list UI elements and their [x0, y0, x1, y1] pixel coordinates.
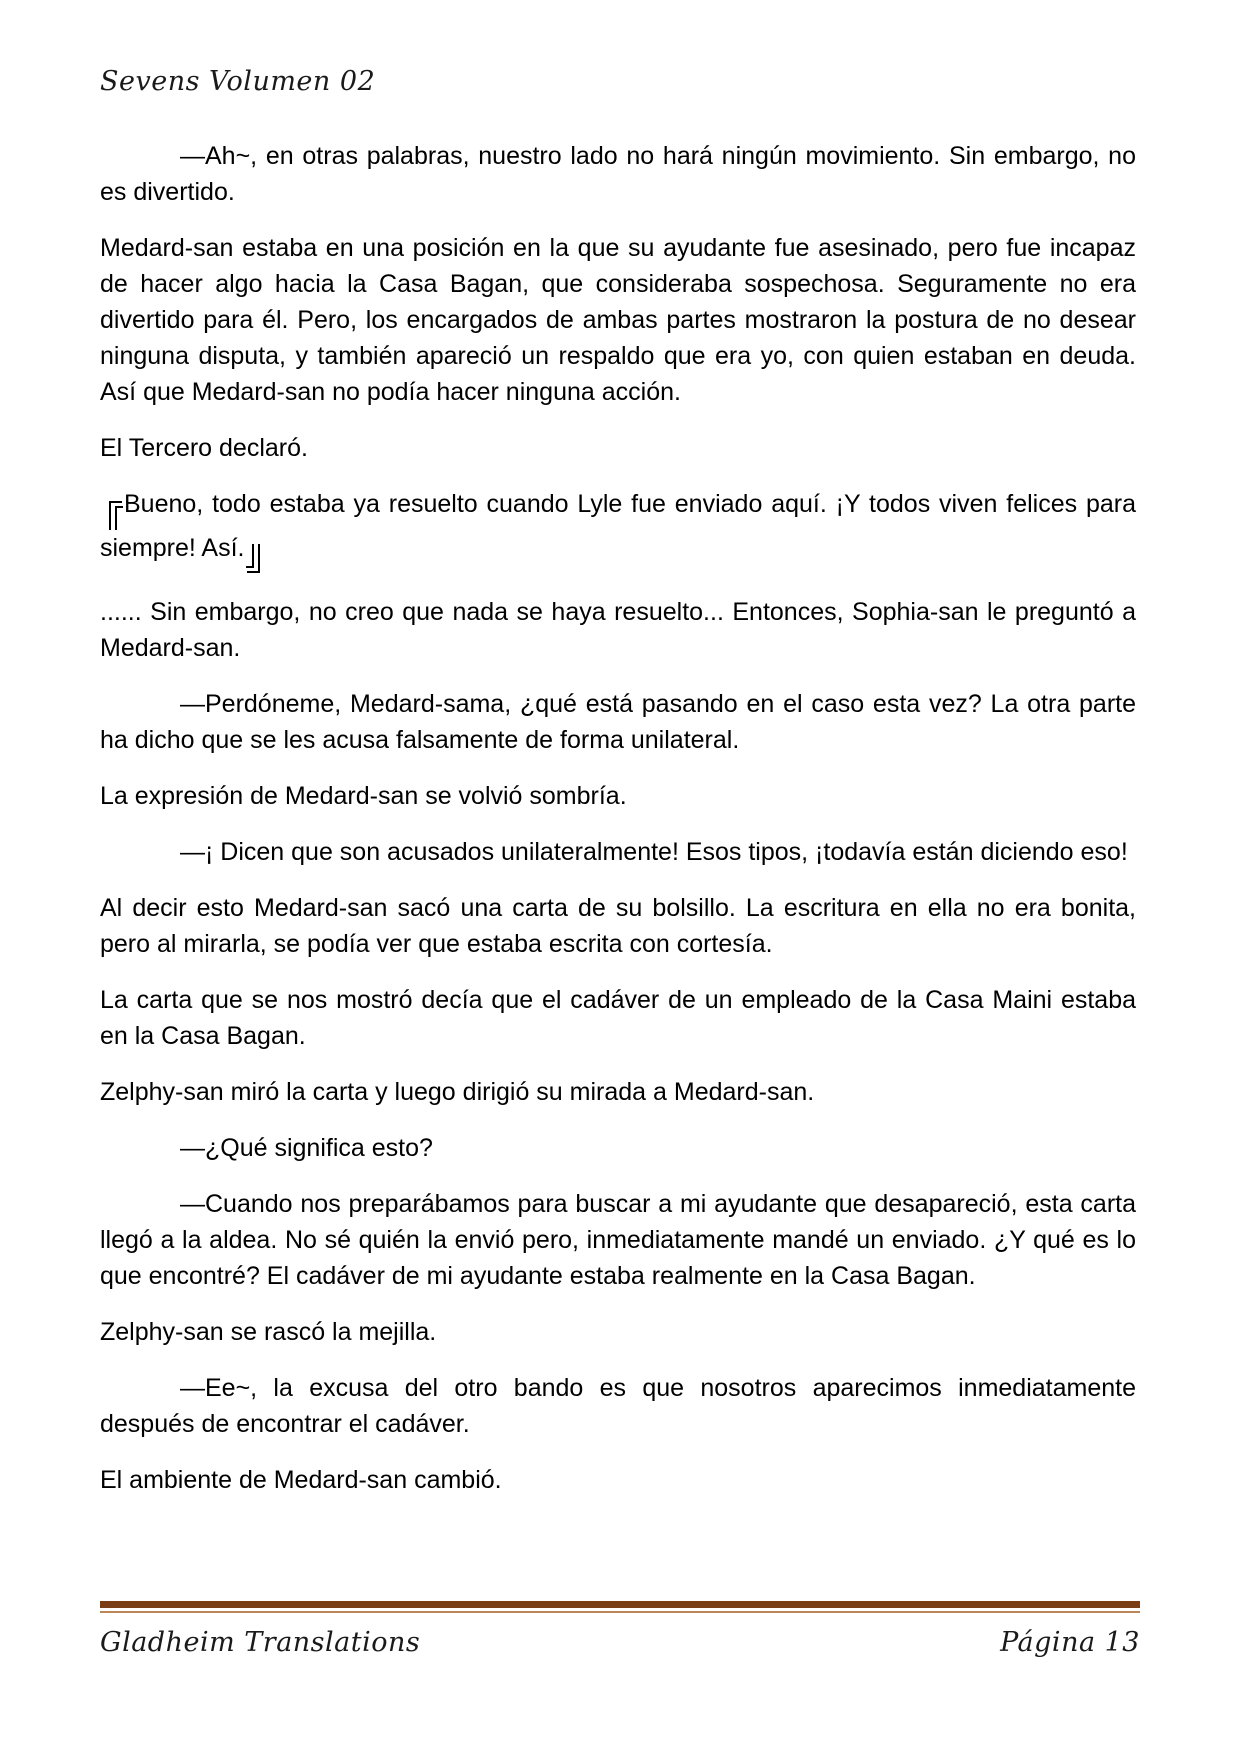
- paragraph: [100, 1314, 1136, 1350]
- footer-page-number: Página 13: [1000, 1627, 1140, 1658]
- footer-translator-credit: Gladheim Translations: [100, 1627, 421, 1658]
- dialogue-paragraph: [100, 686, 1136, 758]
- paragraph: [100, 778, 1136, 814]
- paragraph: [100, 230, 1136, 410]
- paragraph-text: Zelphy-san miró la carta y luego dirigió su mirada a Medard-san.: [100, 1078, 815, 1106]
- page-footer: [100, 1601, 1140, 1658]
- paragraph-text: —Ee~, la excusa del otro bando es que nosotros aparecimos inmediatamente después de encontrar el cadáver.: [100, 1374, 1136, 1438]
- page-body: [100, 138, 1136, 1518]
- paragraph: [100, 890, 1136, 962]
- footer-rule: [100, 1601, 1140, 1613]
- paragraph-text: Bueno, todo estaba ya resuelto cuando Lyle fue enviado aquí. ¡Y todos viven felices para siempre! Así.: [100, 490, 1136, 562]
- paragraph-text: La carta que se nos mostró decía que el cadáver de un empleado de la Casa Maini estaba en la Casa Bagan.: [100, 986, 1136, 1050]
- paragraph-text: —Ah~, en otras palabras, nuestro lado no hará ningún movimiento. Sin embargo, no es divertido.: [100, 142, 1136, 206]
- header-title: Sevens Volumen 02: [100, 66, 376, 97]
- corner-bracket-open-icon: [108, 500, 124, 530]
- paragraph: [100, 594, 1136, 666]
- dialogue-paragraph: [100, 138, 1136, 210]
- paragraph-text: Al decir esto Medard-san sacó una carta de su bolsillo. La escritura en ella no era bonita, pero al mirarla, se podía ver que estaba escrita con cortesía.: [100, 894, 1136, 958]
- dialogue-paragraph: [100, 1130, 1136, 1166]
- paragraph-text: ...... Sin embargo, no creo que nada se haya resuelto... Entonces, Sophia-san le preguntó a Medard-san.: [100, 598, 1136, 662]
- paragraph: [100, 486, 1136, 574]
- paragraph-text: —Cuando nos preparábamos para buscar a mi ayudante que desapareció, esta carta llegó a la aldea. No sé quién la envió pero, inmediatamente mandé un enviado. ¿Y qué es lo que encontré? El cadáver de mi ayudante estaba realmente en la Casa Bagan.: [100, 1190, 1136, 1290]
- paragraph-text: Zelphy-san se rascó la mejilla.: [100, 1318, 437, 1346]
- corner-bracket-close-icon: [245, 544, 261, 574]
- paragraph: [100, 430, 1136, 466]
- paragraph: [100, 982, 1136, 1054]
- paragraph-text: —¿Qué significa esto?: [180, 1134, 433, 1162]
- paragraph-text: Medard-san estaba en una posición en la que su ayudante fue asesinado, pero fue incapaz de hacer algo hacia la Casa Bagan, que consideraba sospechosa. Seguramente no era divertido para él. Pero, los encargados de ambas partes mostraron la postura de no desear ninguna disputa, y también apareció un respaldo que era yo, con quien estaban en deuda. Así que Medard-san no podía hacer ninguna acción.: [100, 234, 1136, 406]
- dialogue-paragraph: [100, 1370, 1136, 1442]
- paragraph-text: —Perdóneme, Medard-sama, ¿qué está pasando en el caso esta vez? La otra parte ha dicho que se les acusa falsamente de forma unilateral.: [100, 690, 1136, 754]
- footer-row: [100, 1627, 1140, 1658]
- paragraph-text: —¡ Dicen que son acusados unilateralmente! Esos tipos, ¡todavía están diciendo eso!: [180, 838, 1128, 866]
- dialogue-paragraph: [100, 834, 1136, 870]
- paragraph: [100, 1074, 1136, 1110]
- paragraph-text: La expresión de Medard-san se volvió sombría.: [100, 782, 627, 810]
- paragraph: [100, 1462, 1136, 1498]
- paragraph-text: El Tercero declaró.: [100, 434, 308, 462]
- dialogue-paragraph: [100, 1186, 1136, 1294]
- paragraph-text: El ambiente de Medard-san cambió.: [100, 1466, 502, 1494]
- page-header: [100, 66, 375, 97]
